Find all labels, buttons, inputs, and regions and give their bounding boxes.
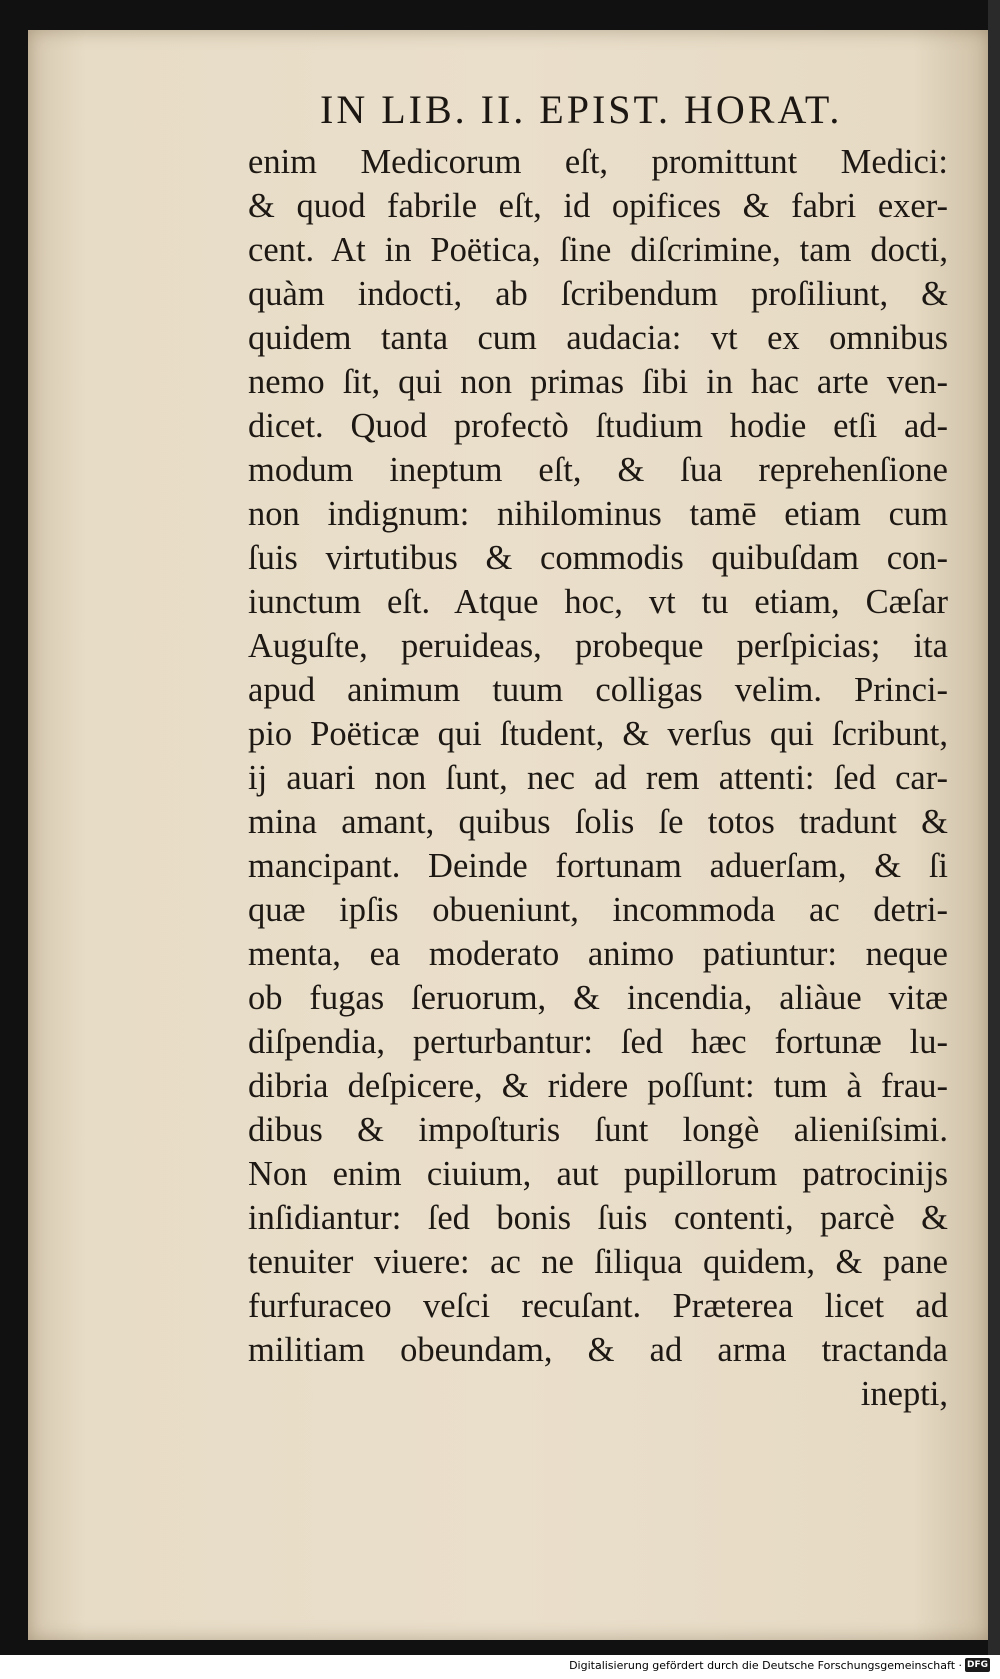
- scan-edge: [988, 0, 1000, 1655]
- text-line: enim Medicorum eſt, promittunt Medici:: [248, 143, 948, 181]
- text-line: & quod fabrile eſt, id opifices & fabri exer-: [248, 187, 948, 225]
- text-line: iunctum eſt. Atque hoc, vt tu etiam, Cæſar: [248, 583, 948, 621]
- text-line: pio Poëticæ qui ſtudent, & verſus qui ſcribunt,: [248, 715, 948, 753]
- text-line: diſpendia, perturbantur: ſed hæc fortunæ lu-: [248, 1023, 948, 1061]
- text-line: dibus & impoſturis ſunt longè alieniſsimi.: [248, 1111, 948, 1149]
- text-line: furfuraceo veſci recuſant. Præterea licet ad: [248, 1287, 948, 1325]
- text-line: militiam obeundam, & ad arma tractanda: [248, 1331, 948, 1369]
- footer-bar: [0, 1655, 1000, 1679]
- text-line: nemo ſit, qui non primas ſibi in hac arte ven-: [248, 363, 948, 401]
- text-line: mina amant, quibus ſolis ſe totos tradunt &: [248, 803, 948, 841]
- text-line: quæ ipſis obueniunt, incommoda ac detri-: [248, 891, 948, 929]
- text-line: ij auari non ſunt, nec ad rem attenti: ſed car-: [248, 759, 948, 797]
- running-head: IN LIB. II. EPIST. HORAT.: [320, 87, 843, 132]
- text-line: menta, ea moderato animo patiuntur: neque: [248, 935, 948, 973]
- text-line: cent. At in Poëtica, ſine diſcrimine, tam docti,: [248, 231, 948, 269]
- dfg-logo-icon: DFG: [966, 1660, 988, 1670]
- text-line: inſidiantur: ſed bonis ſuis contenti, parcè &: [248, 1199, 948, 1237]
- text-line: non indignum: nihilominus tamē etiam cum: [248, 495, 948, 533]
- text-line: dibria deſpicere, & ridere poſſunt: tum à frau-: [248, 1067, 948, 1105]
- catchword: inepti,: [860, 1375, 948, 1413]
- funding-credit: Digitalisierung gefördert durch die Deutsche Forschungsgemeinschaft ·: [569, 1659, 962, 1672]
- body-text: [248, 140, 948, 1416]
- text-line: ſuis virtutibus & commodis quibuſdam con-: [248, 539, 948, 577]
- text-line: modum ineptum eſt, & ſua reprehenſione: [248, 451, 948, 489]
- text-line: Non enim ciuium, aut pupillorum patrocinijs: [248, 1155, 948, 1193]
- text-line: tenuiter viuere: ac ne ſiliqua quidem, & pane: [248, 1243, 948, 1281]
- text-line: Auguſte, peruideas, probeque perſpicias; ita: [248, 627, 948, 665]
- text-line: quidem tanta cum audacia: vt ex omnibus: [248, 319, 948, 357]
- text-line: ob fugas ſeruorum, & incendia, aliàue vitæ: [248, 979, 948, 1017]
- text-line: dicet. Quod profectò ſtudium hodie etſi ad-: [248, 407, 948, 445]
- text-line: mancipant. Deinde fortunam aduerſam, & ſi: [248, 847, 948, 885]
- text-line: apud animum tuum colligas velim. Princi-: [248, 671, 948, 709]
- text-line: quàm indocti, ab ſcribendum proſiliunt, &: [248, 275, 948, 313]
